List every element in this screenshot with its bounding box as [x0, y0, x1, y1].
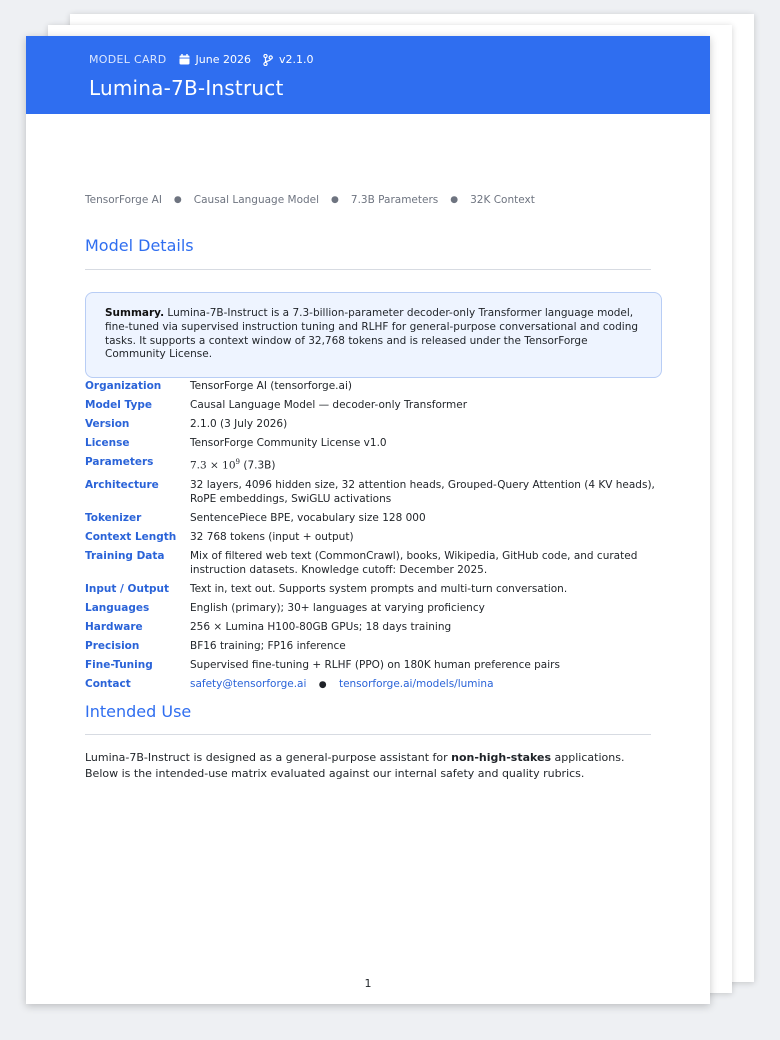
detail-row-training-data — [85, 549, 655, 577]
detail-row-license — [85, 436, 655, 450]
detail-value: Mix of filtered web text (CommonCrawl), books, Wikipedia, GitHub code, and curated instruction datasets. Knowledge cutoff: December 2025. — [190, 549, 638, 576]
detail-key: Languages — [85, 601, 150, 614]
detail-value: 32 768 tokens (input + output) — [190, 530, 354, 543]
detail-key: Training Data — [85, 549, 165, 562]
intended-use-paragraph — [85, 750, 652, 782]
header-band — [26, 36, 710, 114]
detail-key: Contact — [85, 677, 131, 690]
detail-row-parameters — [85, 455, 655, 473]
bullet-separator: ● — [331, 195, 339, 205]
detail-value — [190, 455, 655, 473]
header-version: v2.1.0 — [278, 53, 314, 66]
intro-emphasis: non-high-stakes — [451, 751, 552, 764]
detail-value: Text in, text out. Supports system prompts and multi-turn conversation. — [190, 582, 568, 595]
detail-key: Input / Output — [85, 582, 169, 595]
header-meta — [89, 53, 313, 66]
subline-item: 32K Context — [470, 194, 535, 206]
detail-value: Supervised fine-tuning + RLHF (PPO) on 180K human preference pairs — [190, 658, 560, 671]
detail-value: Causal Language Model — decoder-only Transformer — [190, 399, 468, 411]
bullet-separator: ● — [173, 195, 182, 205]
intro-text-before: Lumina-7B-Instruct is designed as a general-purpose assistant for — [85, 751, 452, 764]
page-number: 1 — [364, 977, 372, 990]
detail-row-contact — [85, 677, 655, 692]
detail-value: 256 × Lumina H100-80GB GPUs; 18 days training — [190, 620, 452, 633]
detail-row-hardware — [85, 620, 655, 634]
detail-value: SentencePiece BPE, vocabulary size 128 000 — [190, 511, 426, 524]
git-branch-icon — [263, 54, 273, 66]
bullet-separator: ● — [450, 195, 459, 205]
section-divider — [85, 734, 651, 735]
parameter-exponent: 9 — [235, 458, 241, 466]
detail-value: 2.1.0 (3 July 2026) — [190, 418, 288, 430]
subline-item: TensorForge AI — [85, 194, 162, 206]
model-subline — [85, 194, 535, 206]
detail-key: Precision — [85, 639, 140, 652]
detail-key: Parameters — [85, 456, 154, 468]
detail-row-organization — [85, 379, 655, 393]
detail-value: 32 layers, 4096 hidden size, 32 attention heads, Grouped-Query Attention (4 KV heads), RoPE embeddings, SwiGLU activations — [190, 478, 655, 505]
detail-row-tokenizer — [85, 511, 655, 525]
document-title: Lumina-7B-Instruct — [89, 76, 284, 100]
section-heading-model-details: Model Details — [85, 236, 194, 255]
parameter-count-math: 7.3 × 10 — [190, 459, 236, 472]
section-heading-intended-use: Intended Use — [85, 702, 192, 721]
detail-key: Model Type — [85, 399, 152, 411]
detail-row-fine-tuning — [85, 658, 655, 672]
parameter-suffix: (7.3B) — [240, 459, 276, 472]
detail-row-version — [85, 417, 655, 431]
summary-box — [85, 292, 662, 378]
detail-key: Hardware — [85, 620, 143, 633]
contact-email-link[interactable]: safety@tensorforge.ai — [190, 677, 307, 690]
detail-value: BF16 training; FP16 inference — [190, 639, 346, 652]
detail-row-precision — [85, 639, 655, 653]
header-date: June 2026 — [195, 53, 251, 66]
detail-row-input-output — [85, 582, 655, 596]
detail-value — [190, 677, 655, 692]
detail-row-context-length — [85, 530, 655, 544]
kicker-label: MODEL CARD — [89, 53, 167, 66]
summary-text: Lumina-7B-Instruct is a 7.3-billion-parameter decoder-only Transformer language model, fine-tuned via supervised instruction tuning and RLHF for general-purpose conversational and coding tasks. It supports a context window of 32,768 tokens and is released under the TensorForge Community License. — [105, 307, 639, 361]
detail-key: License — [85, 437, 130, 449]
detail-row-model-type — [85, 398, 655, 412]
subline-item: Causal Language Model — [193, 194, 320, 206]
calendar-icon — [179, 54, 190, 65]
subline-item: 7.3B Parameters — [350, 194, 439, 206]
detail-key: Version — [85, 418, 130, 430]
intro-text-after: applications. Below is the intended-use matrix evaluated against our internal safety and quality rubrics. — [85, 751, 625, 780]
detail-key: Tokenizer — [85, 511, 142, 524]
detail-key: Organization — [85, 380, 162, 392]
bullet-separator: ● — [318, 679, 327, 690]
detail-value: English (primary); 30+ languages at varying proficiency — [190, 601, 485, 614]
detail-key: Context Length — [85, 530, 177, 543]
detail-value: TensorForge Community License v1.0 — [190, 437, 387, 449]
section-divider — [85, 269, 651, 270]
detail-key: Architecture — [85, 478, 159, 491]
model-details-list — [85, 379, 655, 697]
summary-label: Summary. — [105, 307, 165, 319]
document-page — [26, 36, 710, 1004]
detail-value: TensorForge AI (tensorforge.ai) — [190, 380, 352, 392]
detail-key: Fine-Tuning — [85, 658, 153, 671]
model-page-link[interactable]: tensorforge.ai/models/lumina — [338, 677, 494, 690]
detail-row-architecture — [85, 478, 655, 506]
detail-row-languages — [85, 601, 655, 615]
